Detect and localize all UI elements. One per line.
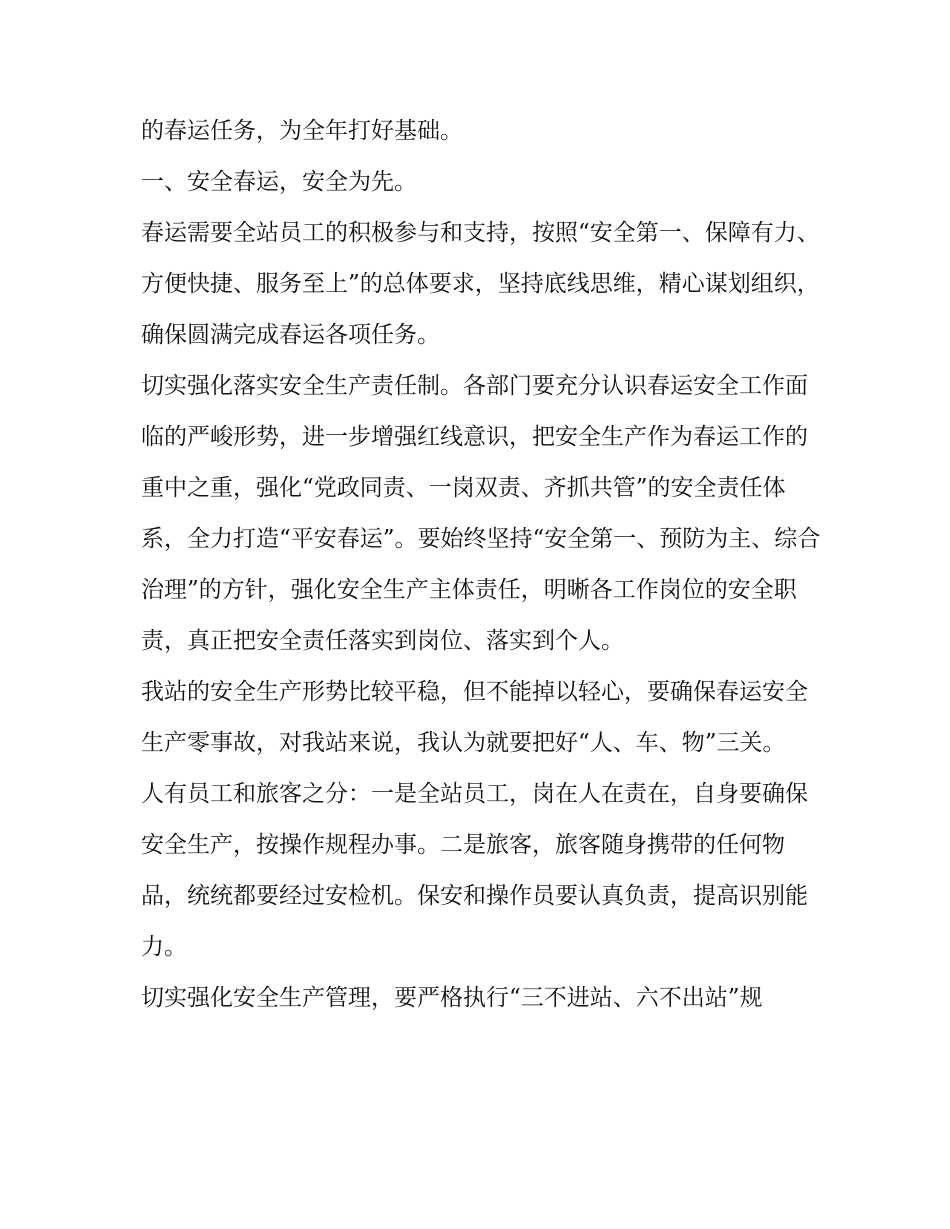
paragraph-5: 我站的安全生产形势比较平稳，但不能掉以轻心，要确保春运安全生产零事故，对我站来说，我认为就要把好“人、车、物”三关。 xyxy=(141,679,808,756)
paragraph-7: 切实强化安全生产管理，要严格执行“三不进站、六不出站”规 xyxy=(141,985,763,1011)
paragraph-6: 人有员工和旅客之分：一是全站员工，岗在人在责在，自身要确保安全生产，按操作规程办事。二是旅客，旅客随身携带的任何物品，统统都要经过安检机。保安和操作员要认真负责，提高识别能力。 xyxy=(141,781,808,960)
section-heading-safety: 一、安全春运，安全为先。 xyxy=(141,169,417,195)
paragraph-3: 春运需要全站员工的积极参与和支持，按照“安全第一、保障有力、方便快捷、服务至上”的总体要求，坚持底线思维，精心谋划组织，确保圆满完成春运各项任务。 xyxy=(141,220,820,348)
document-body xyxy=(141,106,821,1024)
paragraph-4: 切实强化落实安全生产责任制。各部门要充分认识春运安全工作面临的严峻形势，进一步增强红线意识，把安全生产作为春运工作的重中之重，强化“党政同责、一岗双责、齐抓共管”的安全责任体系，全力打造“平安春运”。要始终坚持“安全第一、预防为主、综合治理”的方针，强化安全生产主体责任，明晰各工作岗位的安全职责，真正把安全责任落实到岗位、落实到个人。 xyxy=(141,373,821,654)
paragraph-1: 的春运任务，为全年打好基础。 xyxy=(141,118,463,144)
